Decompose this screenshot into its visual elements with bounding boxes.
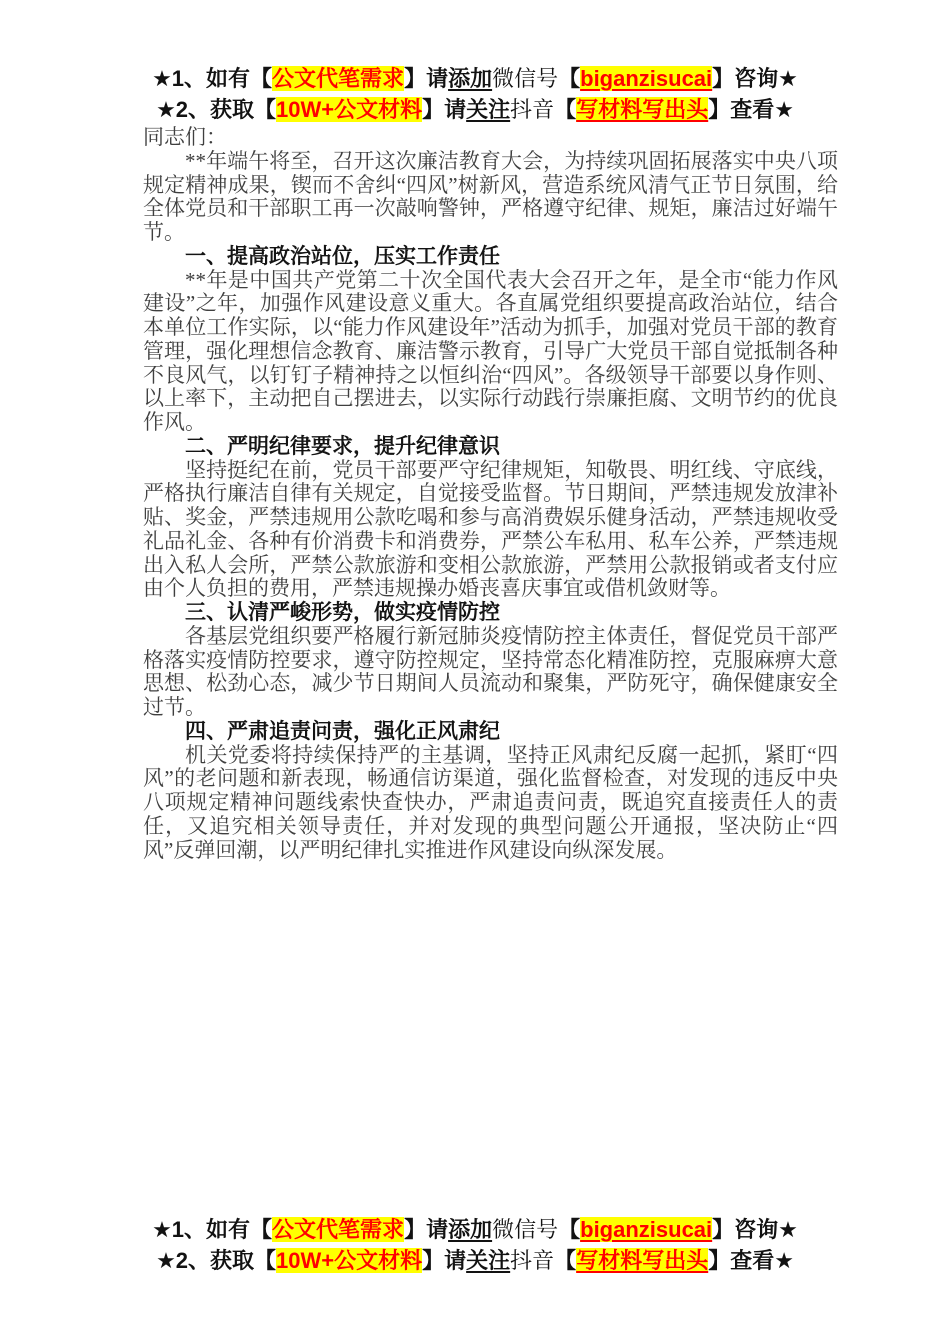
promo-segment-bold: ★1、如有【 [152,66,273,91]
promo-segment-bold: ★2、获取【 [156,97,277,122]
promo-segment-highlight: 公文代笔需求 [272,66,405,91]
promo-segment-highlight-underline: 写材料写出头 [576,97,709,122]
body-paragraph: **年端午将至，召开这次廉洁教育大会，为持续巩固拓展落实中央八项规定精神成果，锲而不舍纠“四风”树新风，营造系统风清气正节日氛围，给全体党员和干部职工再一次敲响警钟，严格遵守纪律、规矩，廉洁过好端午节。 [143,148,838,244]
promo-segment-regular: 抖音 [510,1248,555,1273]
section-heading: 四、严肃追责问责，强化正风肃纪 [185,719,500,743]
document-body [143,126,838,862]
promo-line-1-header [0,63,950,94]
body-paragraph: 坚持挺纪在前，党员干部要严守纪律规矩，知敬畏、明红线、守底线，严格执行廉洁自律有关规定，自觉接受监督。节日期间，严禁违规发放津补贴、奖金，严禁违规用公款吃喝和参与高消费娱乐健身活动，严禁违规收受礼品礼金、各种有价消费卡和消费券，严禁公车私用、私车公养，严禁违规出入私人会所，严禁公款旅游和变相公款旅游，严禁用公款报销或者支付应由个人负担的费用，严禁违规操办婚丧喜庆事宜或借机敛财等。 [143,457,838,601]
promo-segment-bold: ★2、获取【 [156,1248,277,1273]
promo-segment-bold-underline: 关注 [466,97,511,122]
section-heading: 三、认清严峻形势，做实疫情防控 [185,601,500,624]
promo-segment-bold: 】请 [422,1248,467,1273]
promo-segment-bold-underline: 添加 [448,66,493,91]
promo-header [0,63,950,125]
promo-segment-bold: 】咨询★ [712,1217,798,1242]
section-heading: 二、严明纪律要求，提升纪律意识 [185,434,500,458]
promo-segment-bold: ★1、如有【 [152,1217,273,1242]
promo-segment-highlight: 10W+公文材料 [276,97,423,122]
promo-segment-highlight: 10W+公文材料 [276,1248,423,1273]
promo-segment-highlight-underline: biganzisucai [580,66,713,91]
promo-segment-bold: 【 [558,66,581,91]
promo-segment-bold: 【 [554,1248,577,1273]
promo-segment-bold: 】咨询★ [712,66,798,91]
promo-segment-bold-underline: 关注 [466,1248,511,1273]
promo-segment-regular: 微信号 [492,66,559,91]
promo-segment-bold: 】请 [422,97,467,122]
body-paragraph: 各基层党组织要严格履行新冠肺炎疫情防控主体责任，督促党员干部严格落实疫情防控要求，遵守防控规定，坚持常态化精准防控，克服麻痹大意思想、松劲心态，减少节日期间人员流动和聚集，严防死守，确保健康安全过节。 [143,623,838,719]
promo-segment-bold: 】请 [404,66,449,91]
promo-footer [0,1214,950,1276]
promo-segment-bold: 【 [554,97,577,122]
promo-segment-bold: 【 [558,1217,581,1242]
promo-segment-regular: 微信号 [492,1217,559,1242]
promo-segment-regular: 抖音 [510,97,555,122]
body-paragraph: **年是中国共产党第二十次全国代表大会召开之年，是全市“能力作风建设”之年，加强作风建设意义重大。各直属党组织要提高政治站位，结合本单位工作实际，以“能力作风建设年”活动为抓手，加强对党员干部的教育管理，强化理想信念教育、廉洁警示教育，引导广大党员干部自觉抵制各种不良风气，以钉钉子精神持之以恒纠治“四风”。各级领导干部要以身作则、以上率下，主动把自己摆进去，以实际行动践行崇廉拒腐、文明节约的优良作风。 [143,267,838,434]
promo-segment-bold: 】请 [404,1217,449,1242]
promo-segment-bold-underline: 添加 [448,1217,493,1242]
promo-line-1-footer [0,1214,950,1245]
promo-line-2-header [0,94,950,125]
body-paragraph: 机关党委将持续保持严的主基调，坚持正风肃纪反腐一起抓，紧盯“四风”的老问题和新表现，畅通信访渠道，强化监督检查，对发现的违反中央八项规定精神问题线索快查快办，严肃追责问责，既追究直接责任人的责任，又追究相关领导责任，并对发现的典型问题公开通报，坚决防止“四风”反弹回潮，以严明纪律扎实推进作风建设向纵深发展。 [143,742,838,862]
promo-segment-bold: 】查看★ [708,97,794,122]
promo-line-2-footer [0,1245,950,1276]
section-heading: 一、提高政治站位，压实工作责任 [185,244,500,268]
promo-segment-highlight-underline: 写材料写出头 [576,1248,709,1273]
promo-segment-highlight-underline: biganzisucai [580,1217,713,1242]
promo-segment-bold: 】查看★ [708,1248,794,1273]
promo-segment-highlight: 公文代笔需求 [272,1217,405,1242]
salutation: 同志们： [143,125,227,149]
